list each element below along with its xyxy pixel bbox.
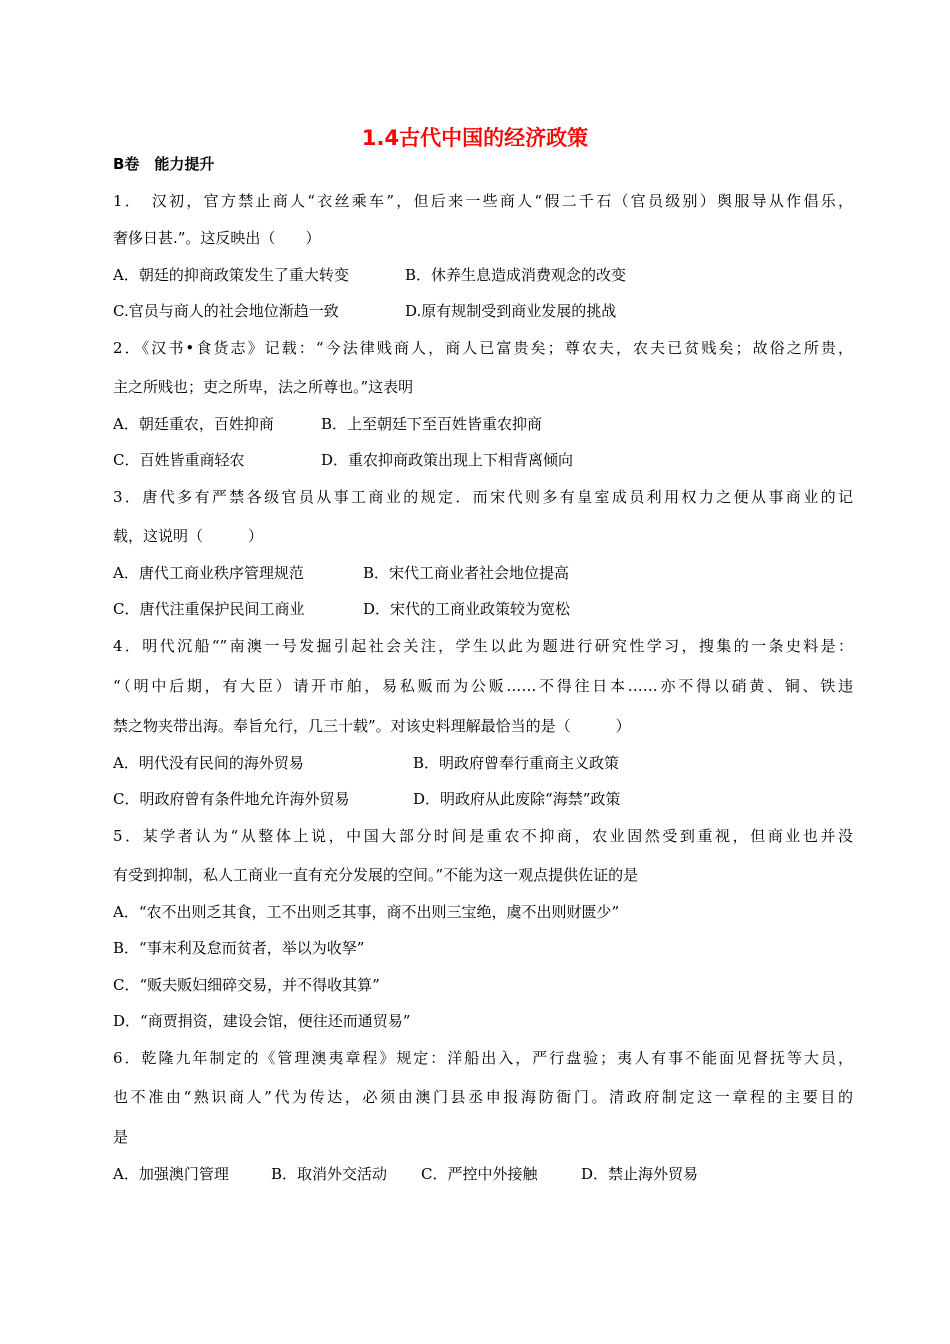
question-6-option-b: B．取消外交活动 bbox=[271, 1165, 388, 1183]
question-1-stem-line-2: 奢侈日甚.”。这反映出（ ） bbox=[113, 229, 321, 247]
question-4-option-a: A．明代没有民间的海外贸易 bbox=[113, 754, 304, 772]
question-2-stem-line-2: 主之所贱也；吏之所卑，法之所尊也。”这表明 bbox=[113, 378, 414, 396]
question-3-option-d: D．宋代的工商业政策较为宽松 bbox=[363, 600, 571, 618]
section-label: B卷 能力提升 bbox=[113, 155, 215, 173]
question-3-option-c: C．唐代注重保护民间工商业 bbox=[113, 600, 305, 618]
document-title: 1.4古代中国的经济政策 bbox=[361, 126, 589, 150]
question-3-option-b: B．宋代工商业者社会地位提高 bbox=[363, 564, 570, 582]
question-6-option-a: A．加强澳门管理 bbox=[113, 1165, 229, 1183]
question-4-option-b: B．明政府曾奉行重商主义政策 bbox=[413, 754, 620, 772]
question-3-stem-line-1: 3．唐代多有严禁各级官员从事工商业的规定．而宋代则多有皇室成员利用权力之便从事商业的记 bbox=[113, 488, 853, 506]
question-2-option-b: B．上至朝廷下至百姓皆重农抑商 bbox=[321, 415, 543, 433]
question-6-option-d: D．禁止海外贸易 bbox=[581, 1165, 699, 1183]
question-5-option-c: C．“贩夫贩妇细碎交易，并不得收其算” bbox=[113, 976, 380, 994]
question-4-option-c: C．明政府曾有条件地允许海外贸易 bbox=[113, 790, 350, 808]
question-1-option-d: D.原有规制受到商业发展的挑战 bbox=[405, 302, 617, 320]
question-2-option-a: A．朝廷重农，百姓抑商 bbox=[113, 415, 274, 433]
question-5-stem-line-2: 有受到抑制，私人工商业一直有充分发展的空间。”不能为这一观点提供佐证的是 bbox=[113, 866, 639, 884]
question-2-stem-line-1: 2．《汉书•食货志》记载：“今法律贱商人，商人已富贵矣；尊农夫，农夫已贫贱矣；故俗之所贵， bbox=[113, 339, 853, 357]
question-6-stem-line-2: 也不准由“熟识商人”代为传达，必须由澳门县丞申报海防衙门。清政府制定这一章程的主要目的 bbox=[113, 1088, 853, 1106]
question-3-stem-line-2: 载，这说明（ ） bbox=[113, 527, 264, 545]
question-2-option-c: C．百姓皆重商轻农 bbox=[113, 451, 245, 469]
question-6-stem-line-3: 是 bbox=[113, 1128, 129, 1146]
question-3-option-a: A．唐代工商业秩序管理规范 bbox=[113, 564, 304, 582]
question-1-option-c: C.官员与商人的社会地位渐趋一致 bbox=[113, 302, 339, 320]
question-6-option-c: C．严控中外接触 bbox=[421, 1165, 538, 1183]
question-5-option-d: D．“商贾捐资，建设会馆，便往还而通贸易” bbox=[113, 1012, 411, 1030]
question-1-option-a: A．朝廷的抑商政策发生了重大转变 bbox=[113, 266, 349, 284]
question-5-stem-line-1: 5．某学者认为“从整体上说，中国大部分时间是重农不抑商，农业固然受到重视，但商业也并没 bbox=[113, 827, 853, 845]
question-5-option-a: A．“农不出则乏其食，工不出则乏其事，商不出则三宝绝，虞不出则财匮少” bbox=[113, 903, 620, 921]
question-4-stem-line-2: “（明中后期，有大臣）请开市舶，易私贩而为公贩……不得往日本……亦不得以硝黄、铜、铁违 bbox=[113, 677, 853, 695]
question-1-stem-line-1: 1． 汉初，官方禁止商人“衣丝乘车”，但后来一些商人“假二千石（官员级别）舆服导从作倡乐， bbox=[113, 192, 853, 210]
question-4-stem-line-1: 4．明代沉船“”南澳一号发掘引起社会关注，学生以此为题进行研究性学习，搜集的一条史料是： bbox=[113, 637, 853, 655]
question-4-option-d: D．明政府从此废除“海禁”政策 bbox=[413, 790, 621, 808]
question-2-option-d: D．重农抑商政策出现上下相背离倾向 bbox=[321, 451, 574, 469]
question-1-option-b: B．休养生息造成消费观念的改变 bbox=[405, 266, 627, 284]
question-5-option-b: B．“事末利及怠而贫者，举以为收孥” bbox=[113, 939, 365, 957]
question-4-stem-line-3: 禁之物夹带出海。奉旨允行，几三十载”。对该史料理解最恰当的是（ ） bbox=[113, 717, 631, 735]
question-6-stem-line-1: 6．乾隆九年制定的《管理澳夷章程》规定：洋船出入，严行盘验；夷人有事不能面见督抚等大员， bbox=[113, 1049, 853, 1067]
